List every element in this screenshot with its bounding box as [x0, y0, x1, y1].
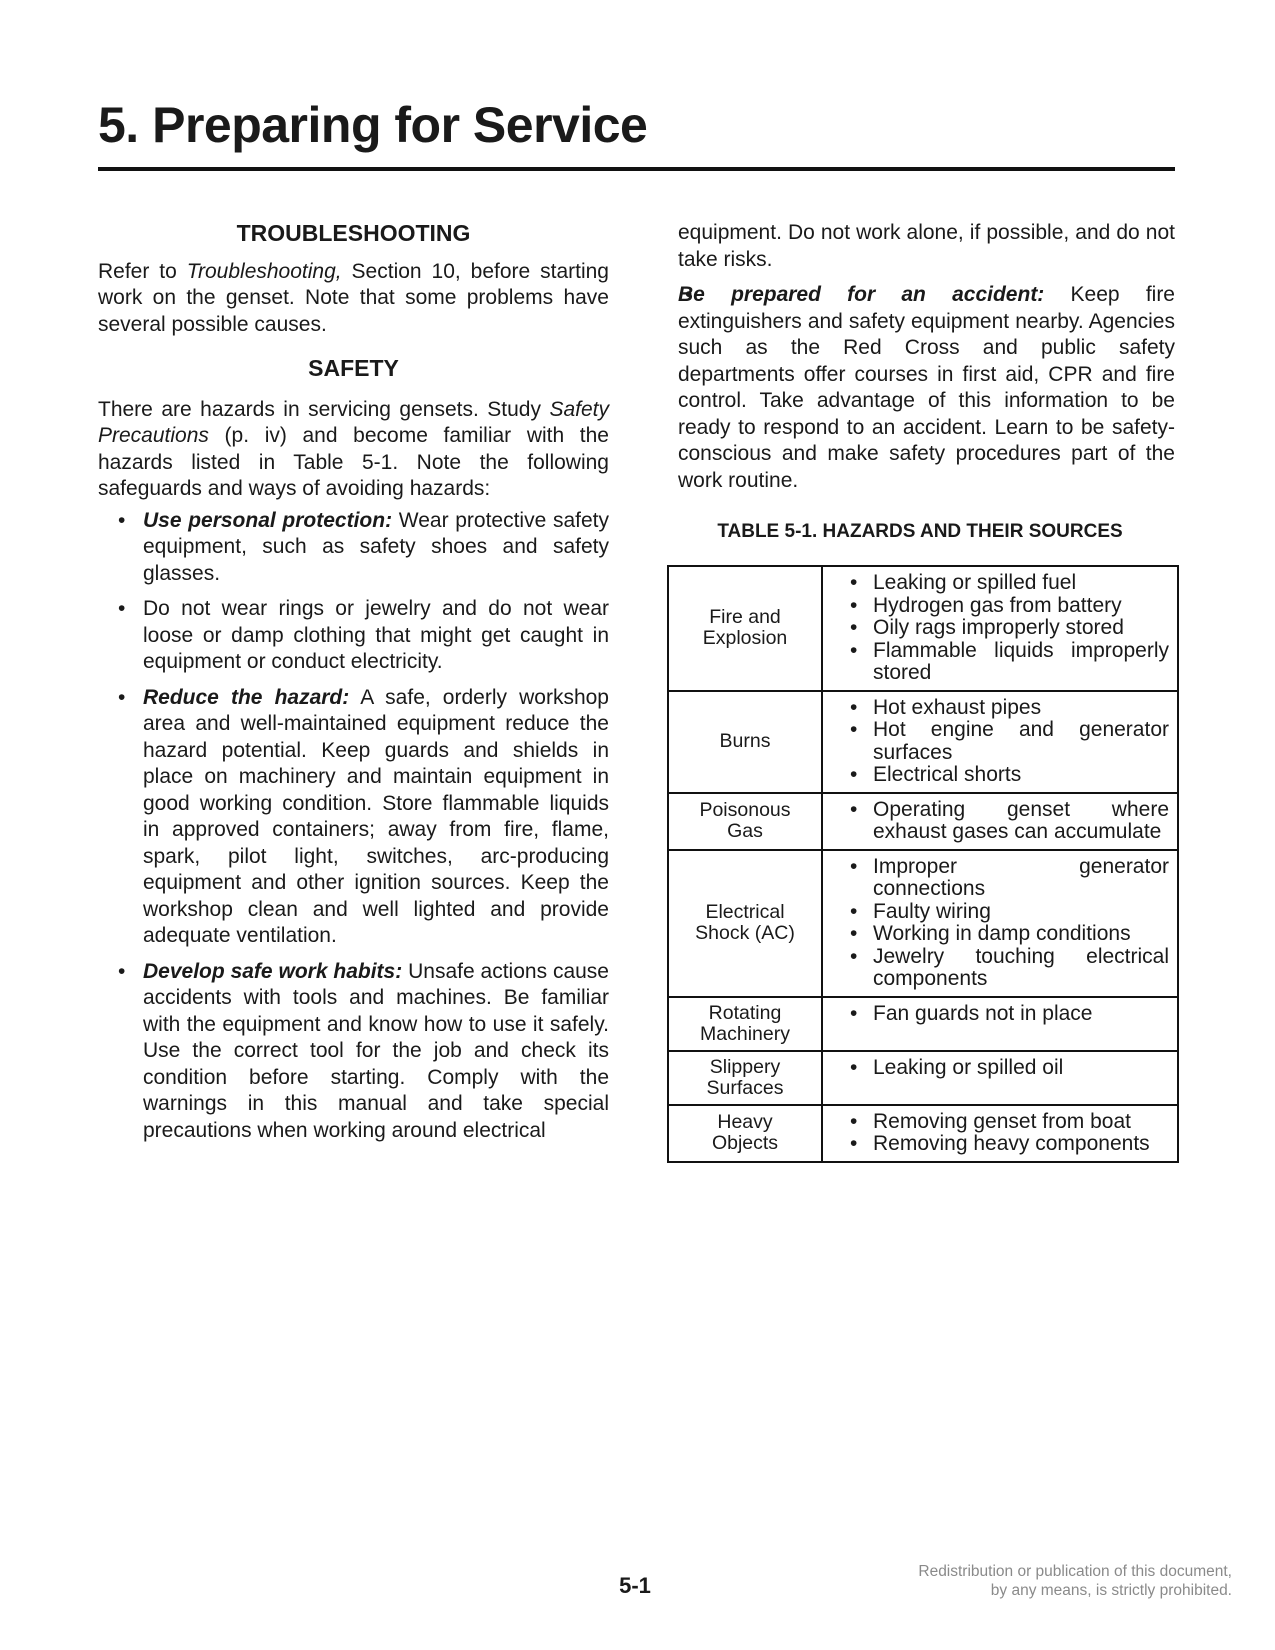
hazard-cell: Slippery Surfaces: [668, 1051, 822, 1105]
hazards-table: [667, 565, 1179, 1163]
hazard-cell: Heavy Objects: [668, 1105, 822, 1162]
safety-precautions-reference: Safety Precautions: [98, 397, 609, 447]
sources-cell: [822, 997, 1178, 1051]
safety-intro-text-continued: (p. iv) and become familiar with the hazards listed in Table 5-1. Note the following safeguards and ways of avoiding hazards:: [98, 424, 609, 500]
table-row: [668, 1105, 1178, 1162]
list-item: • Leaking or spilled oil: [845, 1057, 1169, 1080]
list-item: • Jewelry touching electrical components: [845, 946, 1169, 991]
hazard-cell: Burns: [668, 691, 822, 793]
sources-cell: [822, 850, 1178, 997]
table-row: [668, 691, 1178, 793]
sources-cell: [822, 793, 1178, 850]
list-item: • Removing heavy components: [845, 1133, 1169, 1156]
safeguard-item-accident: • Be prepared for an accident: Keep fire extinguishers and safety equipment nearby. Agencies such as the Red Cross and public safety departments offer courses in first aid, CPR and fire control. Take advantage of this information to be ready to respond to an accident. Learn to be safety-conscious and make safety procedures part of the work routine.: [665, 282, 1175, 494]
page-title: 5. Preparing for Service: [98, 97, 648, 153]
hazard-cell: Rotating Machinery: [668, 997, 822, 1051]
table-row: [668, 1051, 1178, 1105]
list-item: • Working in damp conditions: [845, 923, 1169, 946]
table-row: [668, 793, 1178, 850]
safeguard-item-jewelry: • Do not wear rings or jewelry and do not wear loose or damp clothing that might get caught in equipment or conduct electricity.: [98, 596, 609, 676]
sources-cell: [822, 691, 1178, 793]
hazard-cell: Poisonous Gas: [668, 793, 822, 850]
table-row: [668, 566, 1178, 691]
troubleshooting-reference: Troubleshooting,: [186, 259, 342, 283]
troubleshooting-refer: Refer to: [98, 259, 177, 283]
page-number: 5-1: [619, 1573, 651, 1598]
safeguard-item-work-habits: • Develop safe work habits: Unsafe actions cause accidents with tools and machines. Be familiar with the equipment and know how to use it safely. Use the correct tool for the job and check its condition before starting. Comply with the warnings in this manual and take special precautions when working around electrical: [98, 959, 609, 1145]
list-item: • Fan guards not in place: [845, 1003, 1169, 1026]
safety-intro-text: There are hazards in servicing gensets. Study: [98, 397, 541, 421]
safety-heading: SAFETY: [308, 355, 399, 381]
list-item: • Oily rags improperly stored: [845, 617, 1169, 640]
list-item: • Electrical shorts: [845, 764, 1169, 787]
sources-cell: [822, 1051, 1178, 1105]
list-item: • Improper generator connections: [845, 856, 1169, 901]
safeguard-item-reduce-hazard: • Reduce the hazard: A safe, orderly workshop area and well-maintained equipment reduce the hazard potential. Keep guards and shields in place on machinery and maintain equipment in good working condition. Store flammable liquids in approved containers; away from fire, flame, spark, pilot light, switches, arc-producing equipment and other ignition sources. Keep the workshop clean and well lighted and provide adequate ventilation.: [98, 685, 609, 950]
table-caption: TABLE 5-1. HAZARDS AND THEIR SOURCES: [717, 521, 1123, 542]
left-column: [98, 220, 609, 1144]
hazard-cell: Electrical Shock (AC): [668, 850, 822, 997]
safeguard-list: [98, 508, 609, 1145]
list-item: • Faulty wiring: [845, 901, 1169, 924]
work-habits-continuation: equipment. Do not work alone, if possible, and do not take risks.: [678, 221, 1175, 271]
list-item: • Operating genset where exhaust gases can accumulate: [845, 799, 1169, 844]
list-item: • Hot engine and generator surfaces: [845, 719, 1169, 764]
list-item: • Hot exhaust pipes: [845, 697, 1169, 720]
redistribution-notice: Redistribution or publication of this document, by any means, is strictly prohibited.: [918, 1563, 1232, 1599]
safeguard-item-personal-protection: • Use personal protection: Wear protective safety equipment, such as safety shoes and safety glasses.: [98, 508, 609, 588]
table-row: [668, 850, 1178, 997]
sources-cell: [822, 566, 1178, 691]
safety-intro: [98, 397, 609, 503]
troubleshooting-heading: TROUBLESHOOTING: [236, 220, 471, 246]
title-rule: [98, 167, 1175, 171]
sources-cell: [822, 1105, 1178, 1162]
table-row: [668, 997, 1178, 1051]
accident-list: [665, 282, 1175, 494]
list-item: • Hydrogen gas from battery: [845, 595, 1169, 618]
troubleshooting-paragraph: [98, 259, 609, 339]
list-item: • Leaking or spilled fuel: [845, 572, 1169, 595]
troubleshooting-text: Section 10, before starting work on the genset. Note that some problems have several possible causes.: [98, 259, 609, 336]
list-item: • Removing genset from boat: [845, 1111, 1169, 1134]
hazard-cell: Fire and Explosion: [668, 566, 822, 691]
right-column: [665, 220, 1175, 494]
list-item: • Flammable liquids improperly stored: [845, 640, 1169, 685]
